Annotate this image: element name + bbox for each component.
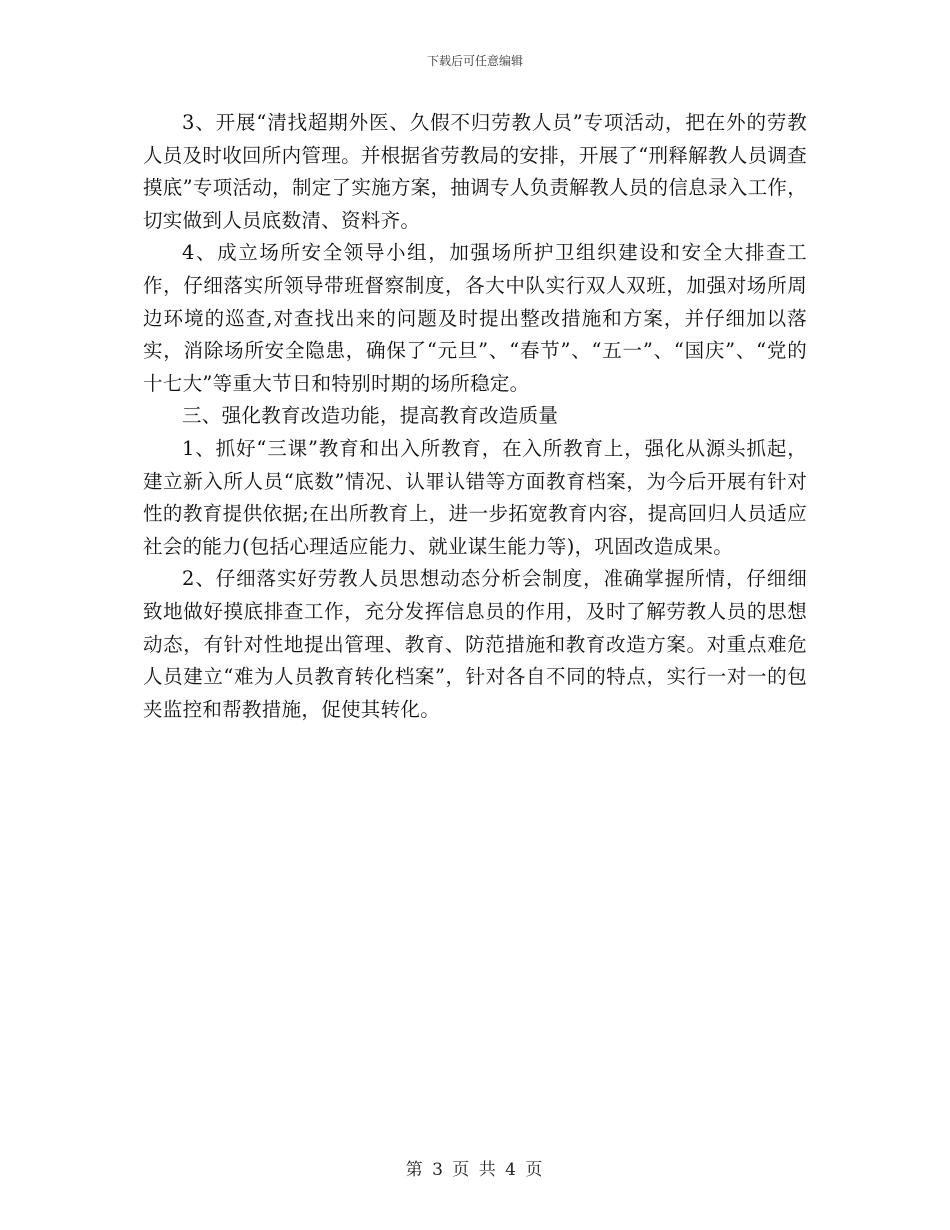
paragraph-item-3: 3、开展“清找超期外医、久假不归劳教人员”专项活动，把在外的劳教人员及时收回所内管理。并根据省劳教局的安排，开展了“刑释解教人员调查摸底”专项活动，制定了实施方案，抽调专人负责解教人员的信息录入工作，切实做到人员底数清、资料齐。 xyxy=(143,111,807,232)
section-heading-3: 三、强化教育改造功能，提高教育改造质量 xyxy=(182,404,559,428)
paragraph-item-1: 1、抓好“三课”教育和出入所教育，在入所教育上，强化从源头抓起，建立新入所人员“底数”情况、认罪认错等方面教育档案，为今后开展有针对性的教育提供依据;在出所教育上，进一步拓宽教育内容，提高回归人员适应社会的能力(包括心理适应能力、就业谋生能力等)，巩固改造成果。 xyxy=(143,436,807,558)
page-number: 第 3 页 共 4 页 xyxy=(405,1160,545,1180)
document-body xyxy=(143,107,807,726)
page-header-note: 下载后可任意编辑 xyxy=(426,54,523,68)
paragraph-item-4: 4、成立场所安全领导小组，加强场所护卫组织建设和安全大排查工作，仔细落实所领导带班督察制度，各大中队实行双人双班，加强对场所周边环境的巡查,对查找出来的问题及时提出整改措施和方案，并仔细加以落实，消除场所安全隐患，确保了“元旦”、“春节”、“五一”、“国庆”、“党的十七大”等重大节日和特别时期的场所稳定。 xyxy=(143,241,807,395)
paragraph-item-2: 2、仔细落实好劳教人员思想动态分析会制度，准确掌握所情，仔细细致地做好摸底排查工作，充分发挥信息员的作用，及时了解劳教人员的思想动态，有针对性地提出管理、教育、防范措施和教育改造方案。对重点难危人员建立“难为人员教育转化档案”，针对各自不同的特点，实行一对一的包夹监控和帮教措施，促使其转化。 xyxy=(143,567,807,721)
